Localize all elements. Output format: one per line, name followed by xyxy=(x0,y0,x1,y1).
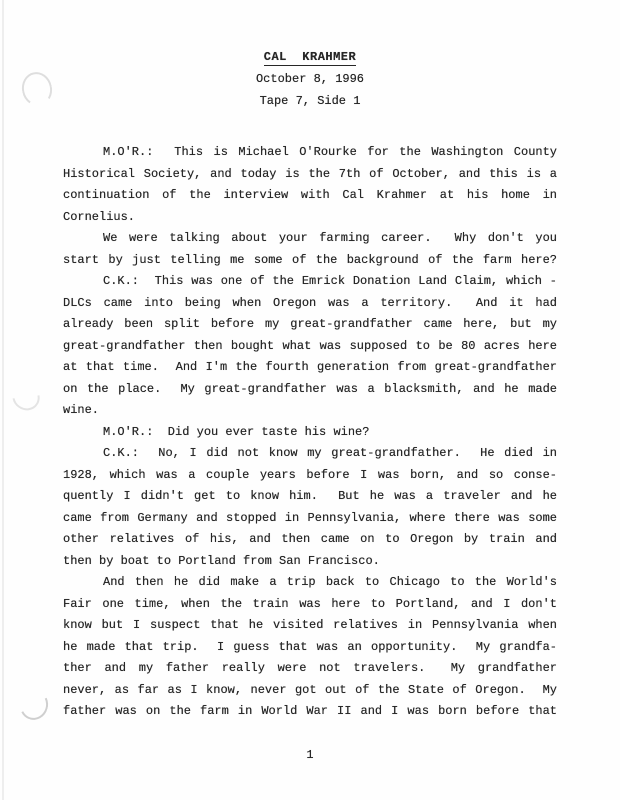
text-line: he made that trip. I guess that was an opportunity. My grandfa- xyxy=(63,639,557,654)
text-line: M.O'R.: Did you ever taste his wine? xyxy=(103,424,370,439)
scan-artifact-circle-top xyxy=(19,69,55,108)
text-line: ther and my father really were not travelers. My grandfather xyxy=(63,661,557,675)
paragraph xyxy=(63,271,557,422)
text-line: C.K.: This was one of the Emrick Donation Land Claim, which - xyxy=(103,274,557,288)
text-line: Fair one time, when the train was here to Portland, and I don't xyxy=(63,596,557,611)
scan-edge-line xyxy=(2,0,4,800)
paragraph xyxy=(63,422,557,444)
document-title-text: CAL KRAHMER xyxy=(263,50,357,64)
text-line: at that time. And I'm the fourth generation from great-grandfather xyxy=(63,360,557,374)
text-line: We were talking about your farming career. Why don't you xyxy=(103,231,557,245)
text-line: C.K.: No, I did not know my great-grandfather. He died in xyxy=(103,446,557,460)
text-line: other relatives of his, and then came on to Oregon by train and xyxy=(63,532,557,546)
document-title xyxy=(63,46,557,68)
text-line: 1928, which was a couple years before I was born, and so conse- xyxy=(63,467,557,482)
text-line: on the place. My great-grandfather was a blacksmith, and he made xyxy=(63,381,557,396)
text-line: wine. xyxy=(63,403,100,417)
text-line: And then he did make a trip back to Chicago to the World's xyxy=(103,575,557,589)
document-header xyxy=(63,46,557,112)
text-line: great-grandfather then bought what was supposed to be 80 acres here xyxy=(63,338,557,353)
document-tape-label: Tape 7, Side 1 xyxy=(259,94,361,108)
text-line: Historical Society, and today is the 7th of October, and this is a xyxy=(63,166,557,181)
text-line: already been split before my great-grandfather came here, but my xyxy=(63,317,557,331)
text-line: came from Germany and stopped in Pennsylvania, where there was some xyxy=(63,510,557,525)
text-line: Cornelius. xyxy=(63,209,136,224)
text-line: never, as far as I know, never got out of the State of Oregon. My xyxy=(63,682,557,697)
paragraph xyxy=(63,142,557,228)
text-line: continuation of the interview with Cal Krahmer at his home in xyxy=(63,188,557,202)
text-line: father was on the farm in World War II and I was born before that xyxy=(63,704,557,718)
scan-artifact-circle-middle xyxy=(7,378,45,415)
text-line: know but I suspect that he visited relatives in Pennsylvania when xyxy=(63,618,557,632)
text-line: then by boat to Portland from San Francisco. xyxy=(63,553,380,568)
text-line: M.O'R.: This is Michael O'Rourke for the Washington County xyxy=(103,145,557,159)
text-line: DLCs came into being when Oregon was a territory. And it had xyxy=(63,295,557,310)
paragraph xyxy=(63,228,557,271)
document-content xyxy=(63,46,557,723)
document-date: October 8, 1996 xyxy=(255,72,365,86)
text-line: start by just telling me some of the background of the farm here? xyxy=(63,252,557,267)
text-line: quently I didn't get to know him. But he was a traveler and he xyxy=(63,489,557,503)
page-number: 1 xyxy=(306,748,314,762)
scan-artifact-circle-bottom xyxy=(16,686,52,723)
paragraph xyxy=(63,572,557,723)
paragraph xyxy=(63,443,557,572)
document-body xyxy=(63,142,557,723)
